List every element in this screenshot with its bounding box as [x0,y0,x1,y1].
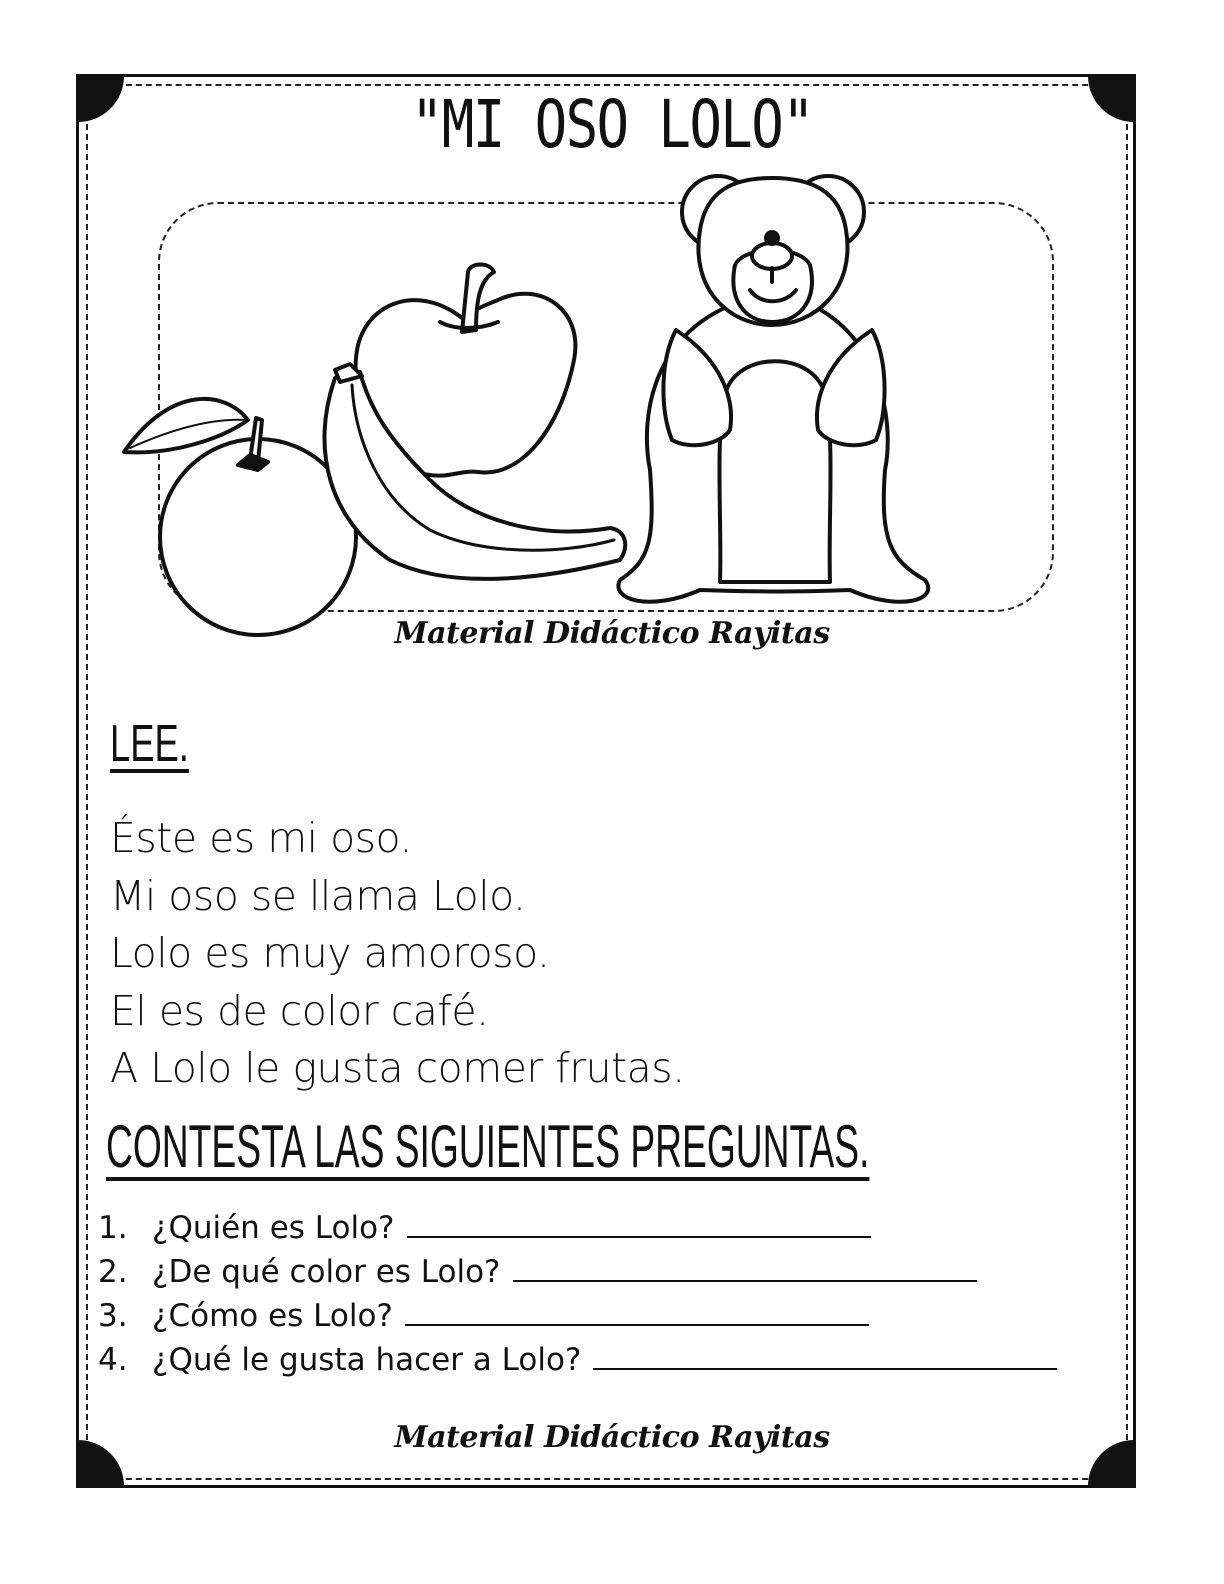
answer-line[interactable] [593,1338,1057,1370]
answer-line[interactable] [407,1206,871,1238]
question-number: 1. [98,1210,128,1246]
reading-line: Lolo es muy amoroso. [110,929,550,977]
question-item [98,1338,1057,1382]
page-title: "MI OSO LOLO" [410,86,814,163]
question-item [98,1250,1057,1294]
answer-line[interactable] [405,1294,869,1326]
reading-line: El es de color café. [110,986,489,1035]
question-text: ¿Quién es Lolo? [152,1210,395,1246]
question-text: ¿Cómo es Lolo? [152,1298,393,1334]
reading-heading: LEE. [110,715,189,773]
credit-text: Material Didáctico Rayitas [394,616,830,651]
bear-icon [618,176,928,602]
credit-text-bottom: Material Didáctico Rayitas [394,1420,830,1455]
questions-heading: CONTESTA LAS SIGUIENTES PREGUNTAS. [106,1113,870,1180]
question-text: ¿Qué le gusta hacer a Lolo? [152,1342,582,1378]
reading-line: Éste es mi oso. [110,814,412,862]
answer-line[interactable] [513,1250,977,1282]
question-item [98,1294,1057,1338]
reading-line: Mi oso se llama Lolo. [110,871,526,920]
orange-icon [124,399,356,635]
question-number: 2. [98,1254,128,1290]
question-list [98,1206,1057,1382]
question-number: 4. [98,1342,128,1378]
question-text: ¿De qué color es Lolo? [152,1254,501,1290]
question-item [98,1206,1057,1250]
illustration [0,0,1224,700]
reading-line: A Lolo le gusta comer frutas. [110,1044,685,1092]
question-number: 3. [98,1298,128,1334]
reading-text [110,810,685,1098]
